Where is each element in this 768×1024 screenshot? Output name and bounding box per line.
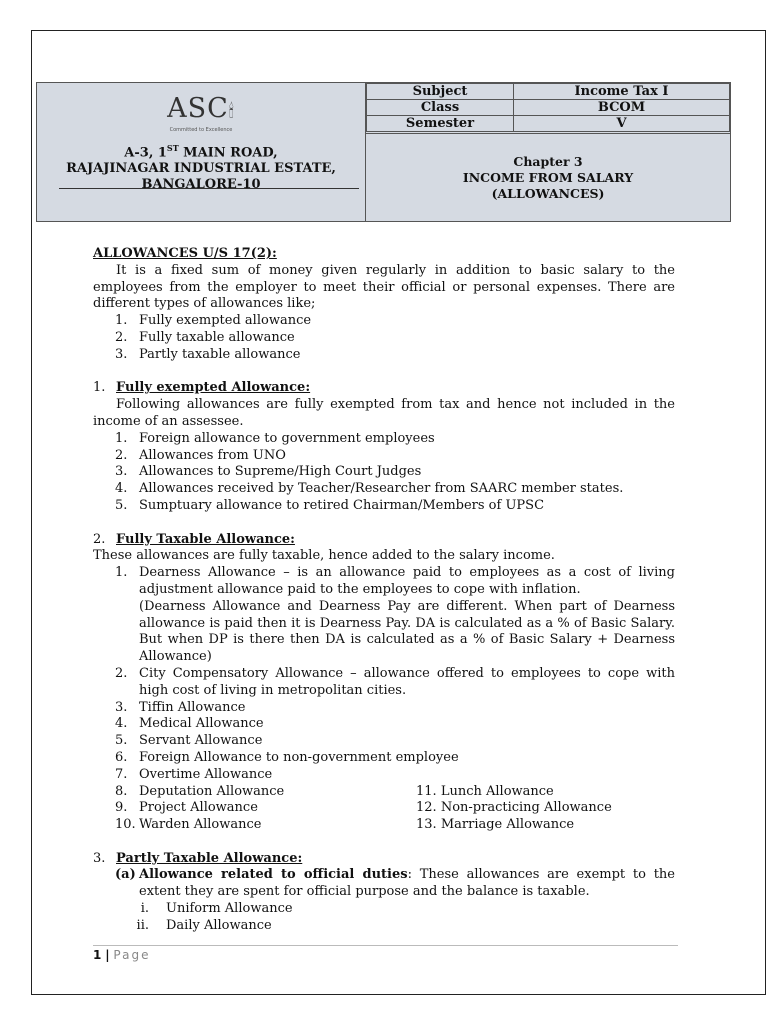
list-number: 10. <box>115 817 136 833</box>
section-number: 1. <box>93 380 106 396</box>
section-title: Fully exempted Allowance: <box>116 380 311 396</box>
section-number: 2. <box>93 531 106 547</box>
list-item: 2. City Compensatory Allowance – allowance offered to employees to cope with high cost of living in metropolitan cities. <box>115 665 675 698</box>
section1-paragraph: Following allowances are fully exempted from tax and hence not included in the income of an assessee. <box>93 397 675 429</box>
list-number: i. <box>140 901 149 917</box>
list-item: 2. Fully taxable allowance <box>115 329 295 345</box>
list-number: 12. <box>416 800 437 816</box>
document-header <box>36 82 731 222</box>
list-item-text: City Compensatory Allowance – allowance offered to employees to cope with high cost of living in metropolitan cities. <box>139 665 675 698</box>
logo-tagline: Committed to Excellence <box>169 127 233 133</box>
list-item-text: Warden Allowance <box>139 817 262 833</box>
sub-item-title: Allowance related to official duties <box>139 867 408 883</box>
list-item: 6. Foreign Allowance to non-government employee <box>115 749 459 765</box>
page-number: 1 <box>93 948 102 962</box>
list-item-text: Marriage Allowance <box>440 817 575 833</box>
list-number: 11. <box>416 783 437 799</box>
address-divider <box>59 188 359 189</box>
section-heading-3 <box>93 851 675 868</box>
info-label: Subject <box>367 84 514 100</box>
list-item: 1. Foreign allowance to government employees <box>115 430 435 446</box>
address-line2: RAJAJINAGAR INDUSTRIAL ESTATE, <box>66 161 336 177</box>
list-item-text: Overtime Allowance <box>139 766 273 782</box>
roman-list-item <box>93 918 675 935</box>
list-item-text: Sumptuary allowance to retired Chairman/Members of UPSC <box>139 497 545 513</box>
logo <box>37 95 365 133</box>
sub-item-a <box>93 867 675 901</box>
list-item-text: Daily Allowance <box>166 917 272 933</box>
address-line1-sup: ST <box>166 143 179 153</box>
list-item-text: Deputation Allowance <box>139 783 285 799</box>
section-title: Partly Taxable Allowance: <box>116 850 303 866</box>
list-item-text: Allowances from UNO <box>139 447 286 463</box>
list-item: 4. Allowances received by Teacher/Researcher from SAARC member states. <box>115 481 624 497</box>
list-item: 4. Medical Allowance <box>115 716 264 732</box>
institution-address <box>37 140 365 193</box>
list-number: 13. <box>416 817 437 833</box>
intro-paragraph: It is a fixed sum of money given regularly in addition to basic salary to the employees from the employer to meet their official or personal expenses. There are different types of allowances like; <box>93 262 675 312</box>
list-item-text: Fully taxable allowance <box>139 329 295 345</box>
footer-divider <box>93 945 678 946</box>
sub-item-text: : These allowances are exempt to the extent they are spent for official purpose and the balance is taxable. <box>139 867 675 900</box>
section-heading-1 <box>93 380 675 397</box>
list-item: 5. Servant Allowance <box>115 733 263 749</box>
address-line3: BANGALORE-10 <box>141 177 261 193</box>
info-label: Semester <box>367 116 514 132</box>
list-number: ii. <box>136 917 149 933</box>
list-item: 3. Tiffin Allowance <box>115 699 246 715</box>
list-number: 8. <box>115 783 128 799</box>
list-row-two-column <box>93 817 675 834</box>
section-title: Fully Taxable Allowance: <box>116 531 295 547</box>
footer-separator: | <box>105 948 110 962</box>
chapter-subtitle: (ALLOWANCES) <box>491 186 605 201</box>
address-line1-a: A-3, 1 <box>124 145 167 161</box>
info-value: V <box>514 116 730 132</box>
list-item-text: Allowances received by Teacher/Researcher from SAARC member states. <box>139 481 624 497</box>
list-item: 3. Partly taxable allowance <box>115 346 301 362</box>
list-item-text: Servant Allowance <box>139 733 263 749</box>
section-number: 3. <box>93 850 106 866</box>
list-item: 2. Allowances from UNO <box>115 447 286 463</box>
institution-block <box>37 83 366 221</box>
address-line1-b: MAIN ROAD, <box>178 145 278 161</box>
list-row-two-column <box>93 784 675 801</box>
info-value: Income Tax I <box>514 84 730 100</box>
info-row-subject <box>367 84 730 100</box>
list-row-two-column <box>93 800 675 817</box>
list-item: 1. Dearness Allowance – is an allowance paid to employees as a cost of living adjustment allowance paid to the employees to cope with inflation. (Dearness Allowance and Dearness Pay are different. When part of Dearness allowance is paid then it is Dearness Pay. DA is calculated as a % of Basic Salary. But when DP is there then DA is calculated as a % of Basic Salary + Dearness Allowance) <box>115 565 675 665</box>
chapter-title: INCOME FROM SALARY <box>462 170 634 185</box>
section-heading-2 <box>93 532 675 549</box>
sub-item-label: (a) <box>115 867 136 883</box>
list-item: 5. Sumptuary allowance to retired Chairman/Members of UPSC <box>115 497 545 513</box>
document-body <box>93 246 675 935</box>
list-item: 1. Fully exempted allowance <box>115 313 312 329</box>
list-item-text: Medical Allowance <box>139 716 264 732</box>
info-value: BCOM <box>514 100 730 116</box>
list-item-text: Foreign allowance to government employees <box>139 430 435 446</box>
list-item-text: Tiffin Allowance <box>139 699 246 715</box>
info-row-semester <box>367 116 730 132</box>
list-item-text: Non-practicing Allowance <box>440 800 612 816</box>
chapter-number: Chapter 3 <box>513 154 583 169</box>
info-row-class <box>367 100 730 116</box>
list-item-text: Allowances to Supreme/High Court Judges <box>139 464 422 480</box>
intro-heading: ALLOWANCES U/S 17(2): <box>93 246 277 261</box>
flame-icon: 🕯 <box>228 101 235 122</box>
list-item-text: Fully exempted allowance <box>139 313 312 329</box>
info-label: Class <box>367 100 514 116</box>
chapter-block <box>366 133 730 221</box>
logo-text: ASC <box>167 93 229 124</box>
list-item-text: Uniform Allowance <box>166 901 293 917</box>
list-item-text: Partly taxable allowance <box>139 346 301 362</box>
page-label: Page <box>113 948 151 962</box>
list-item-text: Dearness Allowance – is an allowance paid to employees as a cost of living adjustment allowance paid to the employees to cope with inflation. <box>139 565 675 597</box>
course-info-table <box>366 83 730 132</box>
list-item-text: Foreign Allowance to non-government employee <box>139 749 459 765</box>
page-footer <box>93 948 150 962</box>
list-item-text: Project Allowance <box>139 800 258 816</box>
list-item-note: (Dearness Allowance and Dearness Pay are different. When part of Dearness allowance is paid then it is Dearness Pay. DA is calculated as a % of Basic Salary. But when DP is there then DA is calculated as a % of Basic Salary + Dearness Allowance) <box>139 598 675 665</box>
list-item-text: Lunch Allowance <box>440 783 554 799</box>
list-item: 7. Overtime Allowance <box>115 766 273 782</box>
list-item: 3. Allowances to Supreme/High Court Judges <box>115 464 422 480</box>
list-number: 9. <box>115 800 128 816</box>
section2-paragraph: These allowances are fully taxable, hence added to the salary income. <box>93 548 555 564</box>
roman-list-item <box>93 901 675 918</box>
